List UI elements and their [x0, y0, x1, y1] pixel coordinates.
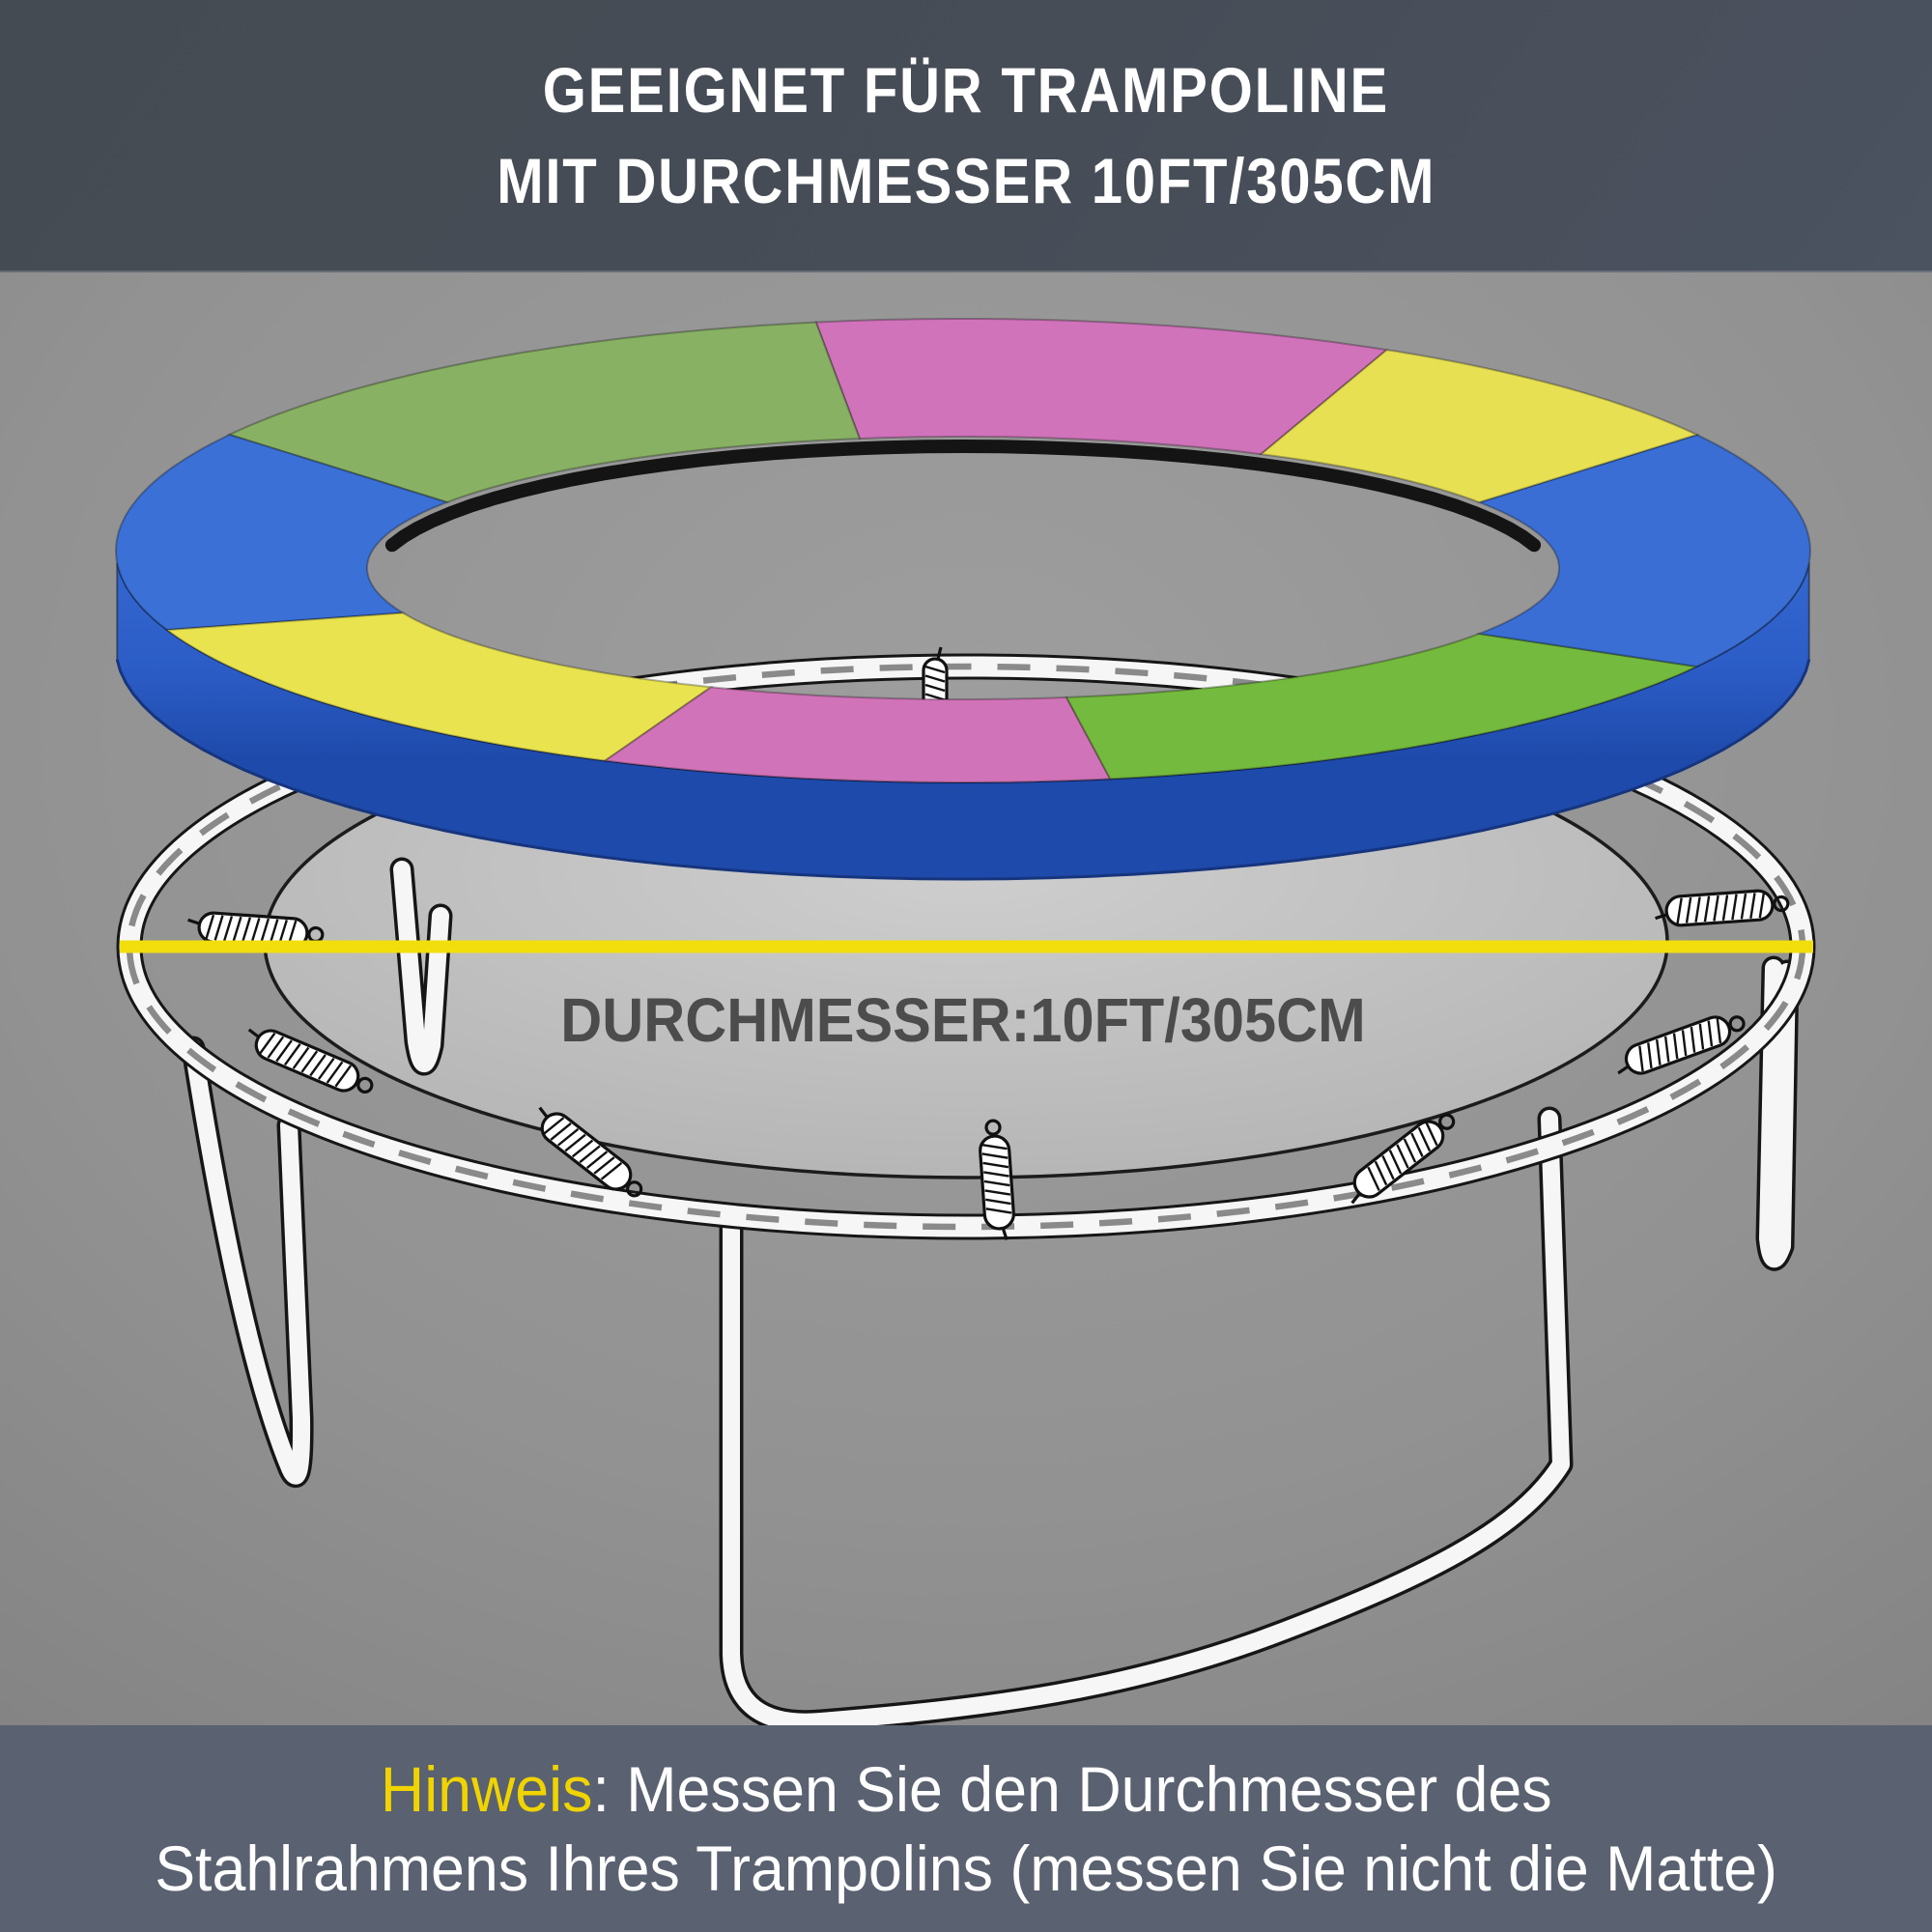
- hinweis-highlight: Hinweis: [380, 1753, 593, 1825]
- top-banner-line1: GEEIGNET FÜR TRAMPOLINE: [542, 54, 1390, 126]
- trampoline-diagram-svg: [0, 270, 1932, 1725]
- bottom-banner-line1: [380, 1753, 1552, 1825]
- bottom-banner-line1-rest: : Messen Sie den Durchmesser des: [592, 1753, 1552, 1825]
- bottom-banner-line2: Stahlrahmens Ihres Trampolins (messen Sie nicht die Matte): [155, 1833, 1777, 1904]
- diameter-label: DURCHMESSER:10FT/305CM: [560, 986, 1366, 1056]
- top-banner-line2: MIT DURCHMESSER 10FT/305CM: [497, 145, 1435, 216]
- safety-pad-ring: [116, 319, 1810, 879]
- trampoline-illustration: [0, 270, 1932, 1725]
- bottom-banner: [0, 1725, 1932, 1932]
- spring-icon: [1654, 889, 1789, 927]
- top-banner: [0, 0, 1932, 272]
